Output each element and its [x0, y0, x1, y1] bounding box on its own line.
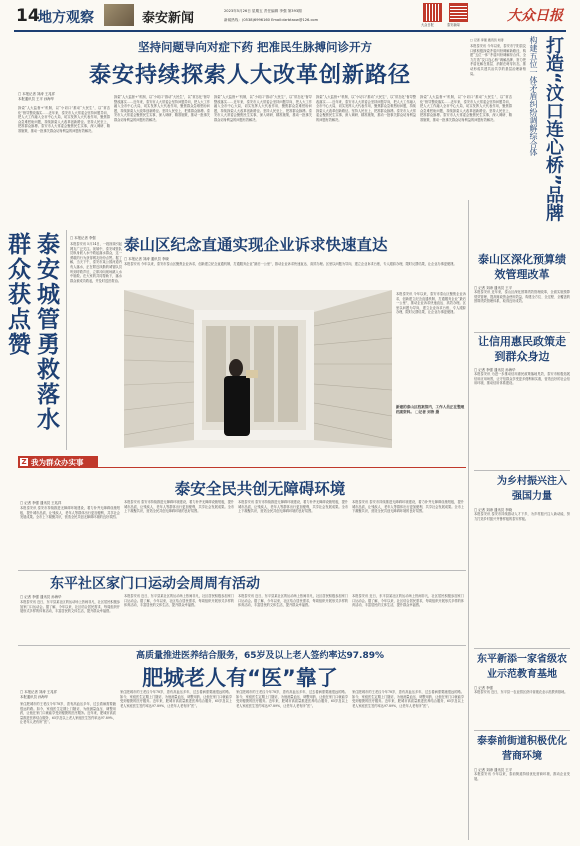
left-story-body: 本报泰安讯 5月14日，一段视频引起网友广泛关注。视频中，泰安城管队员纵身跃入水中救起落水群众，这一勇敢的行为获得网友纷纷点赞。据了解，当天下午，泰安市某公园河道内有人落水，正在附近执勤的城管队员听到呼救声后，立即冲向现场跳入水中施救。在大家的共同帮助下，落水群众被成功救起，并及时送医救治。	[70, 242, 122, 283]
edition-title: 泰安新闻	[142, 11, 195, 26]
right-banner-subtitle: 构建五位一体矛盾纠纷调解综合体	[529, 36, 538, 156]
brief-byline: □ 记者 李强	[474, 686, 493, 690]
feicheng-kicker: 高质量推进医养结合服务，65岁及以上老人签约率达97.89%	[135, 651, 384, 661]
accessible-col2: 本报泰安讯 泰安市持续推进无障碍环境建设，着力补齐无障碍设施短板，提升城市品质，让残疾人、老年人等群体出行更加便利，共享社会发展成果。全市上下凝聚共识，营造全民共创无障碍环境的良好氛围。	[124, 500, 234, 514]
masthead-photo	[104, 4, 134, 26]
sports-col3: 本报泰安讯 近日，东平县某社区的运动场上热闹非凡，社区居民积极参加家门口运动会。据了解，今年以来，社区结合居民需求，每周组织开展形式多样的体育活动，丰富居民的文体生活，提升群众幸福感。	[238, 594, 348, 608]
brief-title: 东平新添一家省级农业示范教育基地	[477, 654, 567, 680]
divider	[18, 467, 466, 468]
newspaper-logo: 大众日报	[507, 8, 563, 24]
masthead-meta: 2023年5月26日 星期五 责任编辑 李强 第393期	[224, 9, 302, 13]
photo-caption: 新建的泰山区档案馆内，工作人员正在整理档案资料。 □记者 刘涛 摄	[396, 405, 465, 415]
sports-col2: 本报泰安讯 近日，东平县某社区的运动场上热闹非凡，社区居民积极参加家门口运动会。据了解，今年以来，社区结合居民需求，每周组织开展形式多样的体育活动，丰富居民的文体生活，提升群众幸福感。	[124, 594, 234, 608]
lead-byline-text: □ 本报记者 刘涛 王兆祥 本报通讯员 王平 孙海华	[18, 92, 55, 102]
right-banner-byline: □ 记者 李强 通讯员 刘涛	[470, 38, 504, 42]
left-story-title: 泰安城管勇救落水群众获点赞	[4, 232, 59, 432]
brief-2	[474, 474, 570, 612]
brief-0	[474, 252, 570, 322]
sports-byline: □ 记者 李强 通讯员 孙海华	[20, 595, 62, 599]
lead-kicker: 坚持问题导向对症下药 把准民生脉搏问诊开方	[137, 40, 372, 54]
brief-byline: □ 记者 李强 通讯员 孙海华	[474, 368, 516, 372]
divider	[474, 730, 570, 731]
shelf-title: 泰山区纪念直通实现企业诉求快速直达	[124, 236, 388, 254]
right-banner-title: 打造“汶口连心桥”品牌	[543, 36, 564, 222]
brief-3	[474, 652, 570, 722]
accessible-col3: 本报泰安讯 泰安市持续推进无障碍环境建设，着力补齐无障碍设施短板，提升城市品质，让残疾人、老年人等群体出行更加便利，共享社会发展成果。全市上下凝聚共识，营造全民共创无障碍环境的良好氛围。	[238, 500, 348, 514]
lead-body-col3: 探索“人大监督+”机制，以“小切口”推动“大民生”，以“常态化”督导整改落实……近年来，泰安市人大常委会坚持问题导向，把人大工作融入全市中心大局，切实发挥人大代表作用，聚焦群众急难愁盼问题，持续探索人大改革创新路径。坚持人民至上，把准群众脉搏。泰安市人大常委会聚焦民生实事，深入调研、精准施策，推动一批事关群众切身利益的问题有效解决。	[214, 95, 312, 122]
right-banner-body: 本报泰安讯 今年以来，泰安市宁阳县汶口镇积极探索矛盾纠纷调解新路径，构建“五位一体”矛盾纠纷调解综合体，全力打造“汶口连心桥”调解品牌，努力把矛盾化解在基层、消除在萌芽状态，推动形成共建共治共享的基层治理新格局。	[470, 44, 526, 76]
brief-title: 让信用惠民政策走到群众身边	[478, 335, 566, 363]
lead-title: 泰安持续探索人大改革创新路径	[88, 63, 411, 88]
accessible-title: 泰安全民共创无障碍环境	[174, 480, 346, 498]
brief-byline: □ 记者 刘涛 通讯员 王平	[474, 768, 513, 772]
accessible-col4: 本报泰安讯 泰安市持续推进无障碍环境建设，着力补齐无障碍设施短板，提升城市品质，让残疾人、老年人等群体出行更加便利，共享社会发展成果。全市上下凝聚共识，营造全民共创无障碍环境的良好氛围。	[352, 500, 464, 514]
masthead-rule	[14, 30, 566, 32]
feicheng-col4: 家住肥城市的王老汉今年78岁，患有高血压多年，过去看病需要跑很远的路。如今，家庭医生定期上门随访，为他测量血压、调整用药，让他在家门口就能享受到便捷的医疗服务。近年来，肥城市高质量推进医养结合服务，65岁及以上老人家庭医生签约率达97.89%，让老年人老有所“医”。	[352, 690, 464, 708]
right-banner	[528, 36, 570, 266]
sports-col1: 本报泰安讯 近日，东平县某社区的运动场上热闹非凡，社区居民积极参加家门口运动会。据了解，今年以来，社区结合居民需求，每周组织开展形式多样的体育活动，丰富居民的文体生活，提升群众幸福感。	[20, 600, 120, 614]
feicheng-byline: □ 本报记者 刘涛 王兆祥 本报通讯员 孙海华	[20, 690, 57, 700]
section-banner-text: 我为群众办实事	[31, 458, 84, 467]
lead-body-col5: 探索“人大监督+”机制，以“小切口”推动“大民生”，以“常态化”督导整改落实……近年来，泰安市人大常委会坚持问题导向，把人大工作融入全市中心大局，切实发挥人大代表作用，聚焦群众急难愁盼问题，持续探索人大改革创新路径。坚持人民至上，把准群众脉搏。泰安市人大常委会聚焦民生实事，深入调研、精准施策，推动一批事关群众切身利益的问题有效解决。	[420, 95, 512, 122]
brief-body: 本报泰安讯 今年以来，泰前街道持续优化营商环境，推动企业发展。	[474, 772, 570, 781]
accessible-col1: 本报泰安讯 泰安市持续推进无障碍环境建设，着力补齐无障碍设施短板，提升城市品质，让残疾人、老年人等群体出行更加便利，共享社会发展成果。全市上下凝聚共识，营造全民共创无障碍环境的良好氛围。	[20, 506, 120, 520]
brief-4	[474, 734, 570, 832]
brief-body: 本报泰安讯 泰安市持续推动人才下乡，为乡村振兴注入新动能，努力打造乡村振兴齐鲁样板的泰安样板。	[474, 512, 570, 521]
archive-photo	[124, 290, 392, 448]
brief-byline: □ 记者 刘涛 通讯员 王平	[474, 286, 513, 290]
qr-label-1: 大众日报	[421, 23, 434, 27]
qr-label-2: 泰安新闻	[447, 23, 460, 27]
lead-byline	[18, 92, 110, 102]
feicheng-col3: 家住肥城市的王老汉今年78岁，患有高血压多年，过去看病需要跑很远的路。如今，家庭医生定期上门随访，为他测量血压、调整用药，让他在家门口就能享受到便捷的医疗服务。近年来，肥城市高质量推进医养结合服务，65岁及以上老人家庭医生签约率达97.89%，让老年人老有所“医”。	[236, 690, 348, 708]
shelf-body-top: 本报泰安讯 今年以来，泰安市泰山区聚焦企业诉求，创新建立纪念直通机制，打通服务企业“最后一公里”，推动企业诉求快速直达、高效办理。区里以问题为导向，建立企业诉求台账，专人跟踪办理，限时反馈结果，让企业办事更便捷。	[124, 262, 457, 266]
feicheng-title: 肥城老人有“医”靠了	[142, 666, 338, 690]
sports-col4: 本报泰安讯 近日，东平县某社区的运动场上热闹非凡，社区居民积极参加家门口运动会。据了解，今年以来，社区结合居民需求，每周组织开展形式多样的体育活动，丰富居民的文体生活，提升群众幸福感。	[352, 594, 464, 608]
divider	[468, 200, 469, 840]
left-story-byline: □ 本报记者 李强	[70, 236, 96, 240]
brief-title: 为乡村振兴注入强国力量	[497, 476, 567, 502]
masthead	[0, 0, 580, 30]
qr-code-1	[423, 3, 442, 22]
lead-body-col1: 探索“人大监督+”机制，以“小切口”推动“大民生”，以“常态化”督导整改落实……近年来，泰安市人大常委会坚持问题导向，把人大工作融入全市中心大局，切实发挥人大代表作用，聚焦群众急难愁盼问题，持续探索人大改革创新路径。坚持人民至上，把准群众脉搏。泰安市人大常委会聚焦民生实事，深入调研、精准施策，推动一批事关群众切身利益的问题有效解决。	[18, 106, 110, 133]
page-number: 14	[16, 6, 40, 26]
brief-1	[474, 334, 570, 432]
feicheng-col1: 家住肥城市的王老汉今年78岁，患有高血压多年，过去看病需要跑很远的路。如今，家庭医生定期上门随访，为他测量血压、调整用药，让他在家门口就能享受到便捷的医疗服务。近年来，肥城市高质量推进医养结合服务，65岁及以上老人家庭医生签约率达97.89%，让老年人老有所“医”。	[20, 702, 116, 725]
sports-title: 东平社区家门口运动会周周有活动	[50, 576, 260, 592]
shelf-byline: □ 本报记者 刘涛 通讯员 李晓	[124, 257, 169, 261]
archive-photo-graphic	[124, 290, 392, 448]
lead-body-col4: 探索“人大监督+”机制，以“小切口”推动“大民生”，以“常态化”督导整改落实……近年来，泰安市人大常委会坚持问题导向，把人大工作融入全市中心大局，切实发挥人大代表作用，聚焦群众急难愁盼问题，持续探索人大改革创新路径。坚持人民至上，把准群众脉搏。泰安市人大常委会聚焦民生实事，深入调研、精准施策，推动一批事关群众切身利益的问题有效解决。	[316, 95, 416, 122]
brief-title: 泰泰前街道积极优化营商环境	[477, 736, 567, 762]
brief-title: 泰山区深化预算绩效管理改革	[478, 253, 566, 281]
qr-code-2	[449, 3, 468, 22]
divider	[474, 332, 570, 333]
accessible-byline: □ 记者 李强 通讯员 王兆祥	[20, 501, 62, 505]
brief-body: 本报泰安讯 近年来，泰山区深化预算绩效管理改革，全面实施预算绩效管理，提高财政资金使用效益，构建全方位、全过程、全覆盖的预算绩效管理体系，取得良好成效。	[474, 290, 570, 304]
banner-icon: Z	[21, 457, 27, 466]
feicheng-col2: 家住肥城市的王老汉今年78岁，患有高血压多年，过去看病需要跑很远的路。如今，家庭医生定期上门随访，为他测量血压、调整用药，让他在家门口就能享受到便捷的医疗服务。近年来，肥城市高质量推进医养结合服务，65岁及以上老人家庭医生签约率达97.89%，让老年人老有所“医”。	[120, 690, 232, 708]
brief-body: 本报泰安讯 为进一步推动信用惠民政策落地见效，泰安市积极拓展信用应用场景，让守信群众享受更多便利和实惠，营造良好的社会信用环境，推动信用体系建设。	[474, 372, 570, 386]
brief-body: 本报泰安讯 近日，东平县一农业园区获评省级农业示范教育基地。	[474, 690, 568, 694]
divider	[18, 645, 466, 646]
divider	[474, 648, 570, 649]
brief-byline: □ 记者 刘涛 通讯员 李晓	[474, 508, 513, 512]
section-title: 地方观察	[38, 10, 94, 26]
divider	[474, 470, 570, 471]
masthead-hotline: 新闻热线：(0538)6996160 Email:dzrbtaxw@126.com	[224, 18, 319, 22]
lead-body-col2: 探索“人大监督+”机制，以“小切口”推动“大民生”，以“常态化”督导整改落实……近年来，泰安市人大常委会坚持问题导向，把人大工作融入全市中心大局，切实发挥人大代表作用，聚焦群众急难愁盼问题，持续探索人大改革创新路径。坚持人民至上，把准群众脉搏。泰安市人大常委会聚焦民生实事，深入调研、精准施策，推动一批事关群众切身利益的问题有效解决。	[114, 95, 210, 122]
shelf-body-side: 本报泰安讯 今年以来，泰安市泰山区聚焦企业诉求，创新建立纪念直通机制，打通服务企业“最后一公里”，推动企业诉求快速直达、高效办理。区里以问题为导向，建立企业诉求台账，专人跟踪办理，限时反馈结果，让企业办事更便捷。	[396, 292, 466, 315]
section-banner	[18, 456, 98, 467]
divider	[18, 570, 466, 571]
divider	[66, 230, 67, 450]
